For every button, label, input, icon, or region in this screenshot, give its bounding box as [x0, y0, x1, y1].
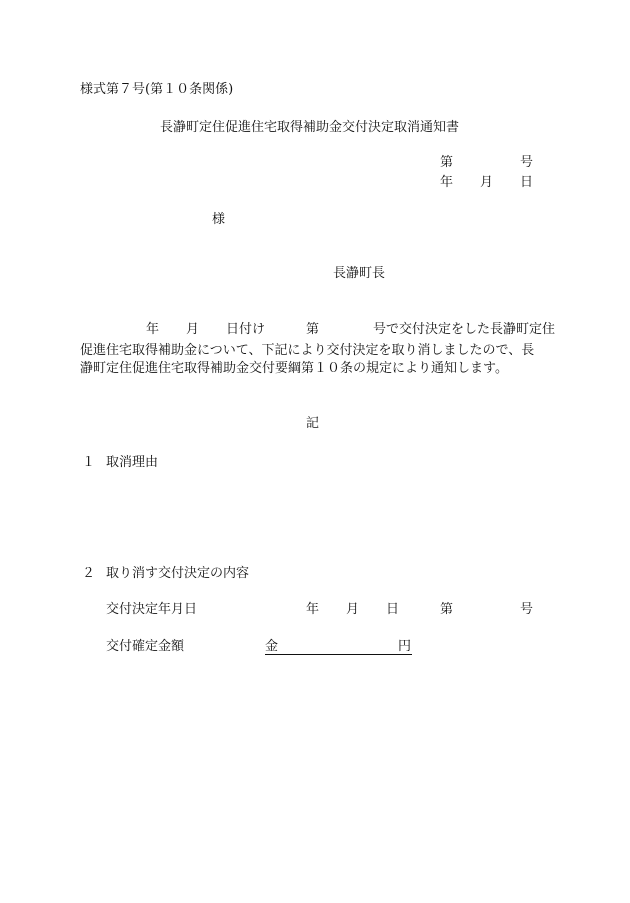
body-line3: 瀞町定住促進住宅取得補助金交付要綱第１０条の規定により通知します。 — [80, 361, 508, 376]
section1-number: １ — [82, 455, 96, 470]
body-nen: 年 — [146, 322, 160, 337]
decision-number-dai: 第 — [440, 602, 454, 617]
amount-label: 交付確定金額 — [106, 639, 185, 654]
section2-label: 取り消す交付決定の内容 — [106, 566, 250, 581]
section1-label: 取消理由 — [106, 455, 159, 470]
amount-kin: 金 — [265, 639, 279, 654]
body-line2: 促進住宅取得補助金について、下記により交付決定を取り消しましたので、長 — [80, 343, 535, 358]
body-hizuke: 日付け — [226, 322, 266, 337]
document-title: 長瀞町定住促進住宅取得補助金交付決定取消通知書 — [160, 120, 460, 135]
decision-date-nen: 年 — [306, 602, 320, 617]
sender-name: 長瀞町長 — [333, 266, 386, 281]
amount-underline — [265, 638, 412, 655]
doc-date-hi: 日 — [520, 175, 534, 190]
ki-heading: 記 — [306, 416, 320, 431]
decision-date-tsuki: 月 — [346, 602, 360, 617]
doc-date-nen: 年 — [440, 175, 454, 190]
body-tsuki: 月 — [186, 322, 200, 337]
doc-number-dai: 第 — [440, 155, 454, 170]
decision-date-label: 交付決定年月日 — [106, 602, 198, 617]
decision-number-go: 号 — [520, 602, 534, 617]
body-line1-rest: 号で交付決定をした長瀞町定住 — [373, 322, 556, 337]
doc-number-go: 号 — [520, 155, 534, 170]
amount-en: 円 — [398, 639, 412, 654]
doc-date-tsuki: 月 — [480, 175, 494, 190]
form-label: 様式第７号(第１０条関係) — [80, 82, 234, 97]
section2-number: ２ — [82, 566, 96, 581]
body-dai: 第 — [306, 322, 320, 337]
decision-date-hi: 日 — [386, 602, 400, 617]
addressee-suffix: 様 — [212, 212, 226, 227]
